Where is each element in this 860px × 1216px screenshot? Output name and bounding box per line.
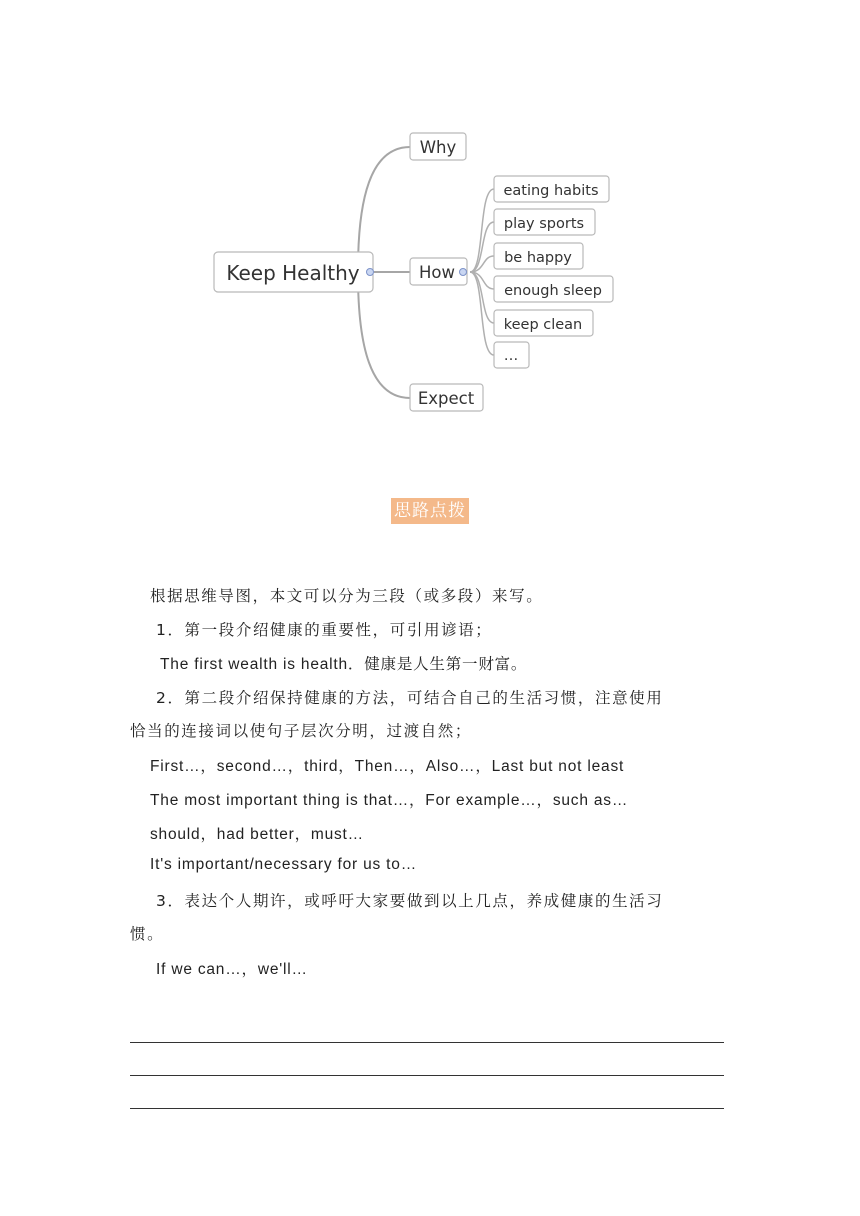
point-1: 1．第一段介绍健康的重要性，可引用谚语；	[156, 621, 493, 639]
collapse-how-icon[interactable]	[460, 269, 467, 276]
point-2-example-1: First…，second…，third，Then…，Also…，Last but not least	[150, 758, 625, 775]
item-label-play-sports: play sports	[503, 216, 585, 232]
point-3-example: If we can…，we'll…	[156, 961, 308, 978]
point-2-example-3: should，had better，must…	[150, 826, 364, 843]
point-2-example-2: The most important thing is that…，For example…，such as…	[150, 792, 629, 809]
point-1-quote: The first wealth is health．健康是人生第一财富。	[160, 656, 528, 673]
item-label-enough-sleep: enough sleep	[504, 283, 602, 299]
answer-line-1[interactable]	[130, 1042, 724, 1043]
connector-how-eating	[470, 189, 494, 272]
point-3-line-2: 惯。	[130, 925, 165, 943]
branch-label-how: How	[419, 263, 455, 282]
point-2-line-2: 恰当的连接词以使句子层次分明，过渡自然；	[130, 722, 473, 740]
item-label-be-happy: be happy	[504, 250, 572, 266]
point-2-line-1: 2．第二段介绍保持健康的方法，可结合自己的生活习惯，注意使用	[156, 689, 664, 707]
connector-how-more	[470, 272, 494, 355]
collapse-root-icon[interactable]	[367, 269, 374, 276]
answer-line-3[interactable]	[130, 1108, 724, 1109]
intro-text: 根据思维导图，本文可以分为三段（或多段）来写。	[150, 587, 544, 605]
point-3-line-1: 3．表达个人期许，或呼吁大家要做到以上几点，养成健康的生活习	[156, 892, 664, 910]
branch-label-why: Why	[419, 138, 457, 157]
answer-line-2[interactable]	[130, 1075, 724, 1076]
item-label-eating-habits: eating habits	[503, 183, 599, 199]
mind-map	[0, 0, 860, 440]
item-label-keep-clean: keep clean	[503, 317, 583, 333]
item-label-more: …	[503, 348, 519, 364]
root-node-label: Keep Healthy	[226, 261, 360, 285]
point-2-example-4: It's important/necessary for us to…	[150, 856, 417, 873]
branch-label-expect: Expect	[417, 389, 475, 408]
section-badge: 思路点拨	[391, 498, 469, 524]
